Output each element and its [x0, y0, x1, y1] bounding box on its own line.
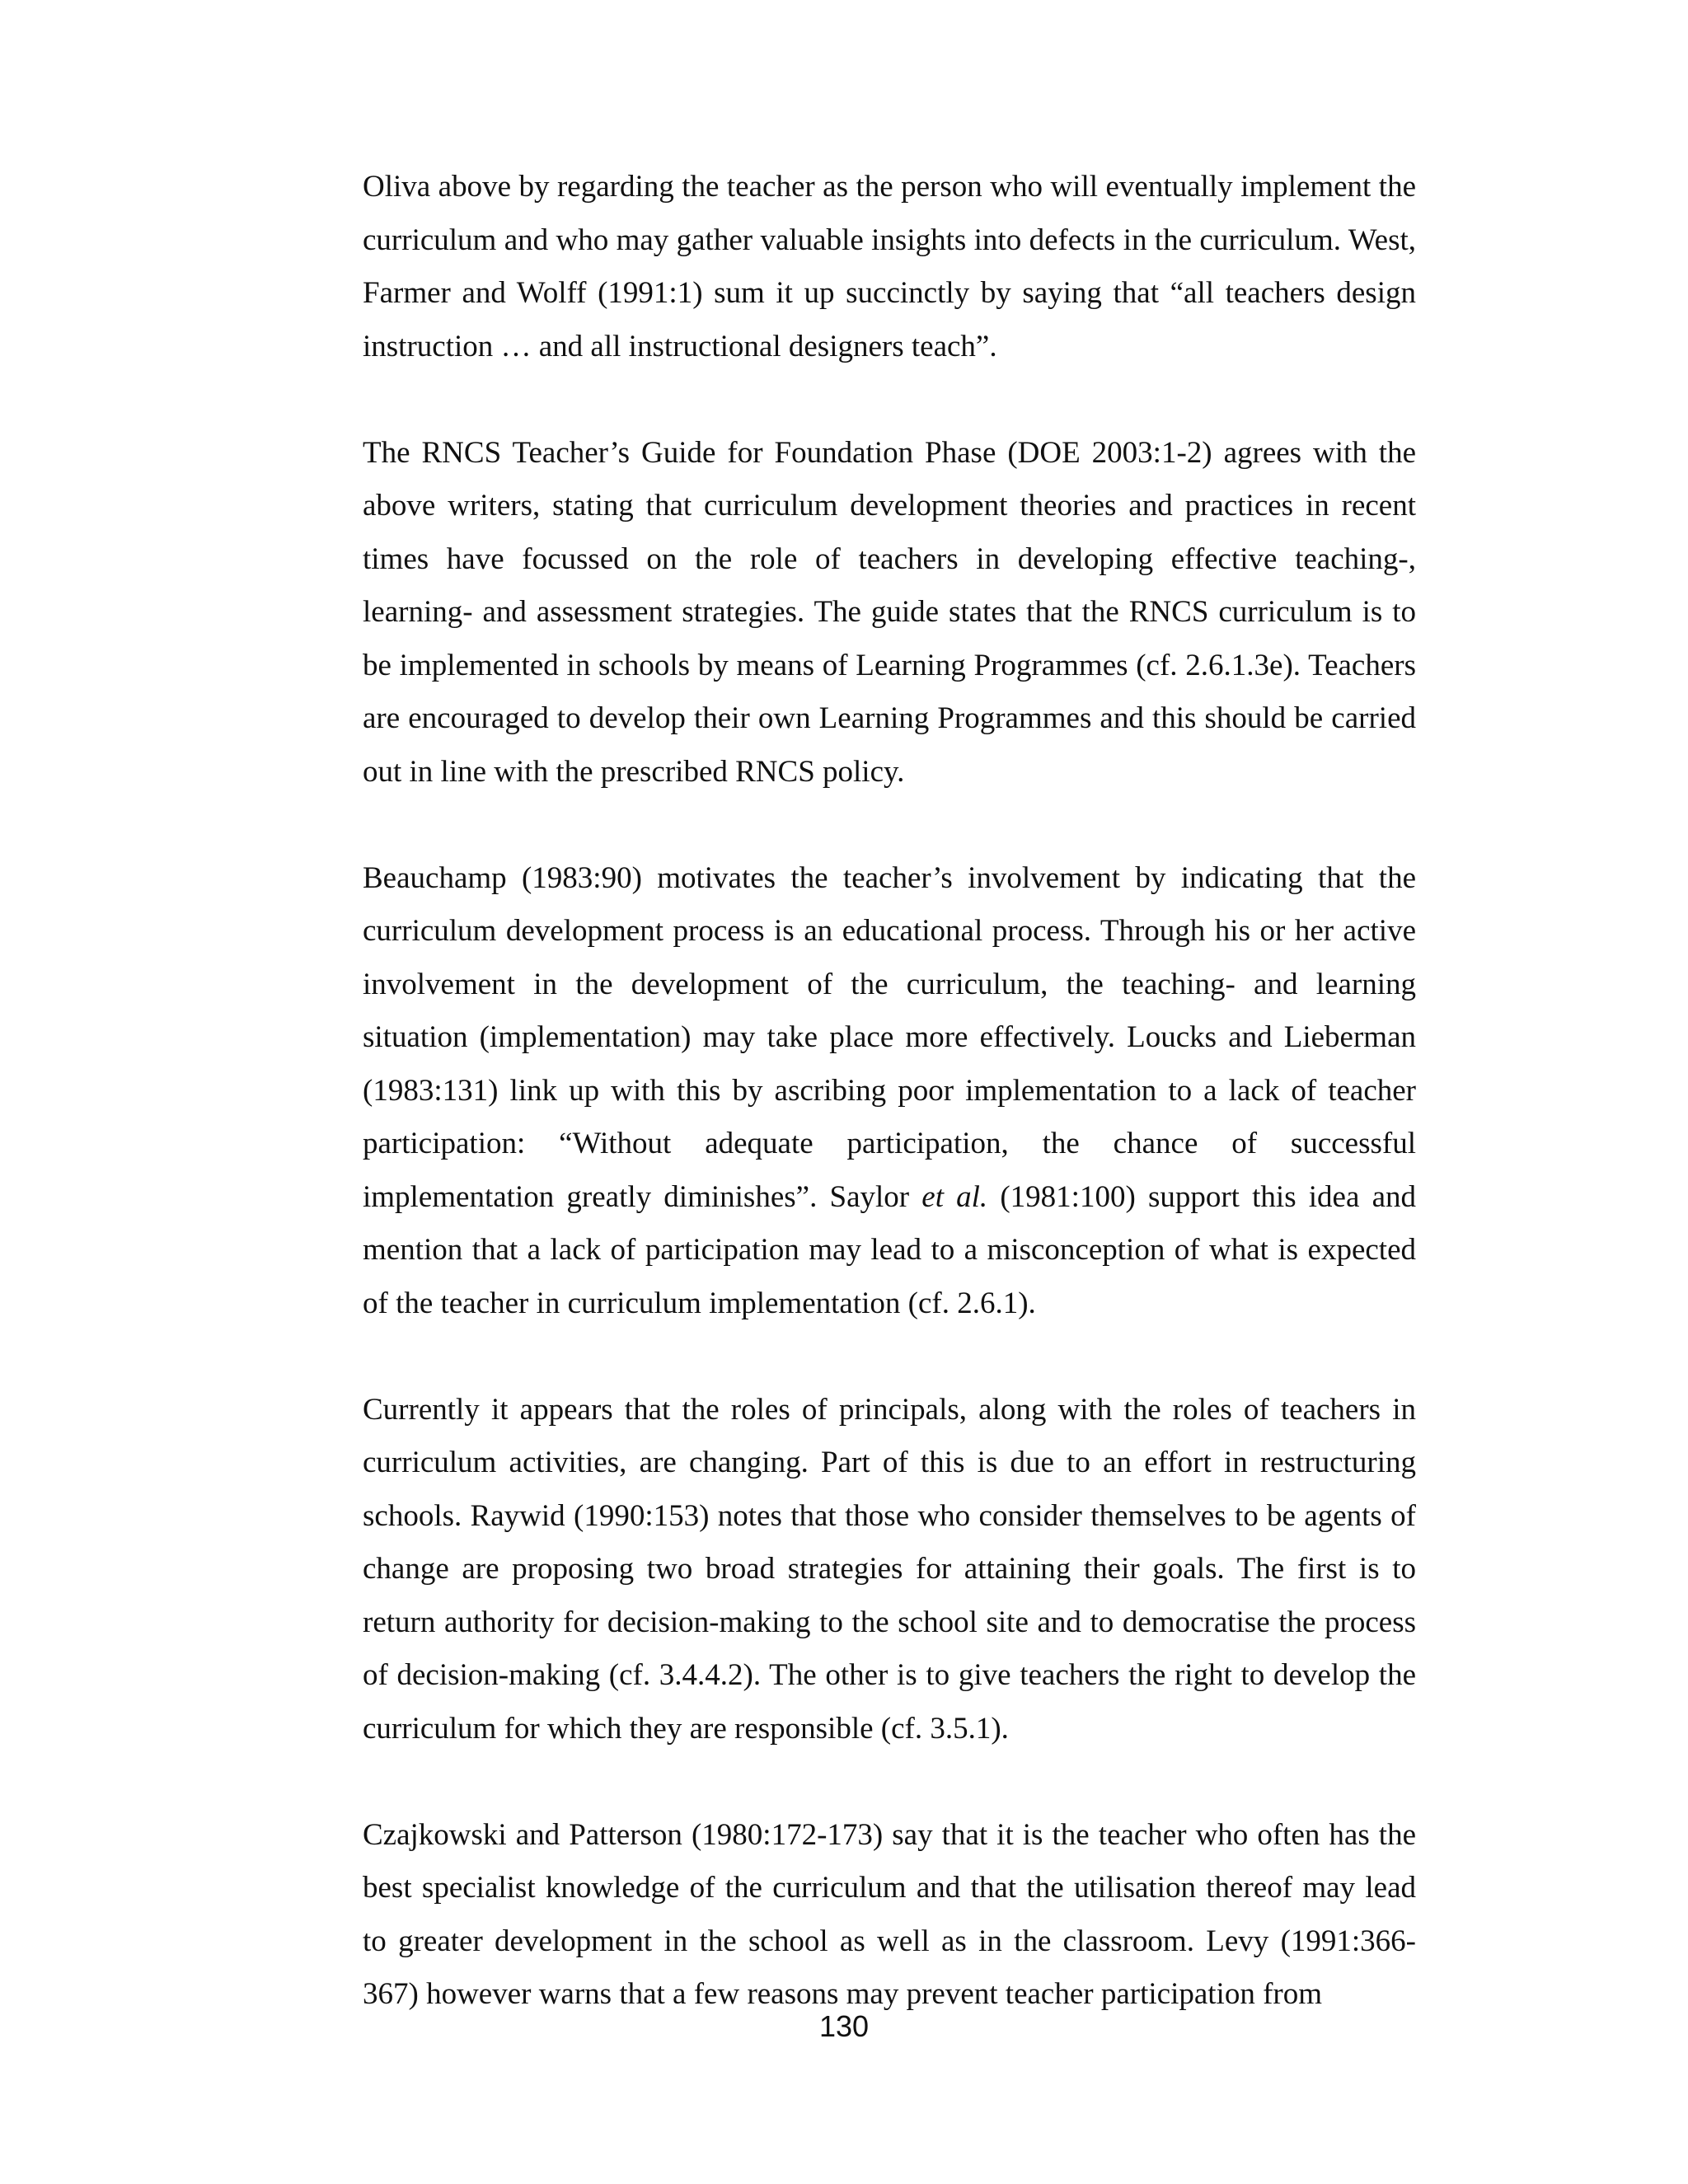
paragraph-4: Currently it appears that the roles of principals, along with the roles of teachers in curriculum activities, are changing. Part of this is due to an effort in restructuring schools. Raywid (1990:153) notes that those who consider themselves to be agents of change are proposing two broad strategies for attaining their goals. The first is to return authority for decision-making to the school site and to democratise the process of decision-making (cf. 3.4.4.2). The other is to give teachers the right to develop the curriculum for which they are responsible (cf. 3.5.1).	[363, 1392, 1416, 1746]
paragraph-1: Oliva above by regarding the teacher as the person who will eventually implement the curriculum and who may gather valuable insights into defects in the curriculum. West, Farmer and Wolff (1991:1) sum it up succinctly by saying that “all teachers design instruction … and all instructional designers teach”.	[363, 170, 1416, 363]
paragraph-3-text-b: (1981:100) support this idea and mention that a lack of participation may lead to a misconception of what is expected of the teacher in curriculum implementation (cf. 2.6.1).	[363, 1179, 1416, 1320]
paragraph-3	[363, 852, 1416, 1331]
page-number: 130	[818, 2009, 870, 2043]
paragraph-2: The RNCS Teacher’s Guide for Foundation Phase (DOE 2003:1-2) agrees with the above writers, stating that curriculum development theories and practices in recent times have focussed on the role of teachers in developing effective teaching-, learning- and assessment strategies. The guide states that the RNCS curriculum is to be implemented in schools by means of Learning Programmes (cf. 2.6.1.3e). Teachers are encouraged to develop their own Learning Programmes and this should be carried out in line with the prescribed RNCS policy.	[363, 435, 1416, 789]
body-text	[363, 161, 1416, 2074]
paragraph-5: Czajkowski and Patterson (1980:172-173) say that it is the teacher who often has the best specialist knowledge of the curriculum and that the utilisation thereof may lead to greater development in the school as well as in the classroom. Levy (1991:366-367) however warns that a few reasons may prevent teacher participation from	[363, 1817, 1416, 2011]
paragraph-3-text-a: Beauchamp (1983:90) motivates the teacher’s involvement by indicating that the curriculum development process is an educational process. Through his or her active involvement in the development of the curriculum, the teaching- and learning situation (implementation) may take place more effectively. Loucks and Lieberman (1983:131) link up with this by ascribing poor implementation to a lack of teacher participation: “Without adequate participation, the chance of successful implementation greatly diminishes”. Saylor	[363, 860, 1416, 1214]
paragraph-3-italic: et al.	[921, 1179, 988, 1214]
